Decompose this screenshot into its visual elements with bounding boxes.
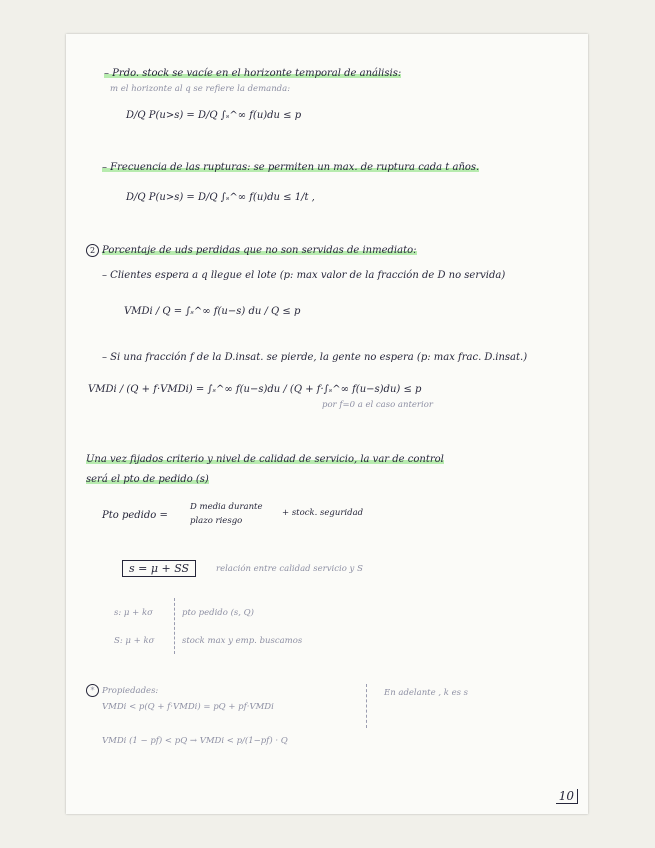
formula-label: Pto pedido = xyxy=(102,510,168,521)
highlighted-text: – Frecuencia de las rupturas: se permiten un max. de ruptura cada t años. xyxy=(102,162,480,173)
text-line xyxy=(86,454,444,465)
divider xyxy=(366,684,367,728)
formula: VMDi / (Q + f·VMDi) = ∫ₛ^∞ f(u−s)du / (Q + f·∫ₛ^∞ f(u−s)du) ≤ p xyxy=(88,384,422,395)
divider xyxy=(174,598,175,654)
boxed-formula: s = μ + SS xyxy=(122,560,196,577)
page-number: 10 xyxy=(556,789,578,804)
section-heading xyxy=(86,244,417,257)
formula-term: plazo riesgo xyxy=(190,516,243,526)
side-note: En adelante , k es s xyxy=(384,688,469,698)
text-line xyxy=(86,474,209,485)
faint-formula: VMDi (1 − pf) < pQ → VMDi < p/(1−pf) · Q xyxy=(102,736,288,746)
faint-formula: VMDi < p(Q + f·VMDi) = pQ + pf·VMDi xyxy=(102,702,274,712)
highlighted-text: será el pto de pedido (s) xyxy=(86,474,209,485)
faint-note: stock max y emp. buscamos xyxy=(182,636,303,646)
formula: D/Q P(u>s) = D/Q ∫ₛ^∞ f(u)du ≤ p xyxy=(126,110,302,121)
highlighted-text: – Prdo. stock se vacíe en el horizonte temporal de análisis: xyxy=(104,68,402,79)
text-line: – Si una fracción f de la D.insat. se pierde, la gente no espera (p: max frac. D.insat.) xyxy=(102,352,528,363)
formula-term: + stock. seguridad xyxy=(282,508,364,518)
faint-formula: S: μ + kσ xyxy=(114,636,155,646)
section-number: 2 xyxy=(86,244,99,257)
text-line: – Clientes espera a q llegue el lote (p: max valor de la fracción de D no servida) xyxy=(102,270,506,281)
side-note: relación entre calidad servicio y S xyxy=(216,564,363,574)
heading-text: Propiedades: xyxy=(102,686,159,696)
formula: VMDi / Q = ∫ₛ^∞ f(u−s) du / Q ≤ p xyxy=(124,306,301,317)
highlighted-text: Una vez fijados criterio y nivel de calidad de servicio, la var de control xyxy=(86,454,444,465)
formula: D/Q P(u>s) = D/Q ∫ₛ^∞ f(u)du ≤ 1/t , xyxy=(126,192,315,203)
notebook-page xyxy=(66,34,588,814)
highlighted-text: Porcentaje de uds perdidas que no son servidas de inmediato: xyxy=(102,245,417,256)
faint-formula: s: μ + kσ xyxy=(114,608,153,618)
faint-note: pto pedido (s, Q) xyxy=(182,608,254,618)
section-number: * xyxy=(86,684,99,697)
text-line xyxy=(104,68,401,79)
text-line: m el horizonte al q se refiere la demanda: xyxy=(110,84,291,94)
text-line xyxy=(102,162,479,173)
side-note: por f=0 a el caso anterior xyxy=(322,400,433,410)
formula-term: D media durante xyxy=(190,502,263,512)
section-heading xyxy=(86,684,158,697)
